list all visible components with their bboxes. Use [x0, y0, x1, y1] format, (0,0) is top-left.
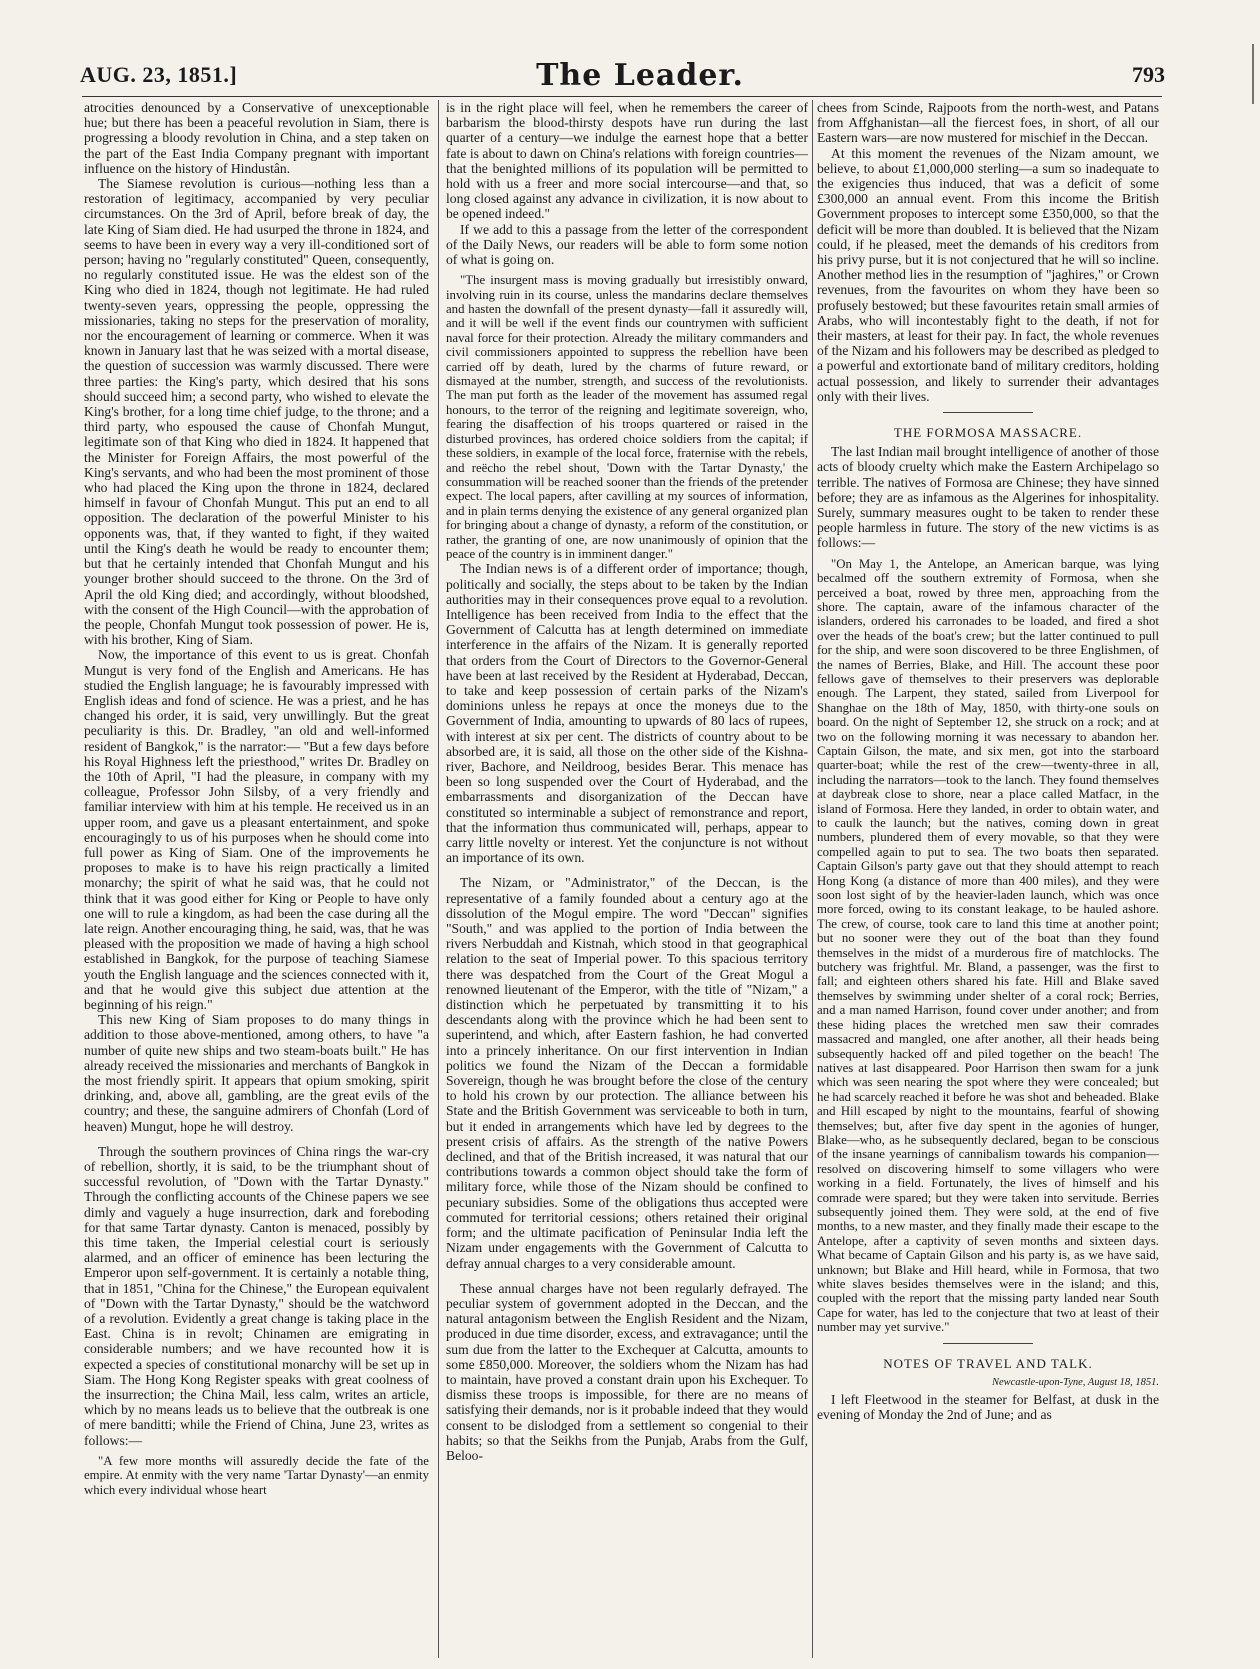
paragraph: These annual charges have not been regularly defrayed. The peculiar system of government adopted in the Deccan, and the natural antagonism between the English Resident and the Nizam, produced in due time disorder, excess, and extravagance; until the sum due from the latter to the Exchequer at Calcutta, amounts to some £850,000. Moreover, the soldiers whom the Nizam has had to maintain, have proved a constant drain upon his Exchequer. To dismiss these troops is impossible, for there are no means of satisfying their demands, nor is it probable indeed that they would consent to be dislodged from a settlement so congenial to their habits; so that the Seikhs from the Punjab, Arabs from the Gulf, Beloo-	[446, 1280, 808, 1463]
paragraph: If we add to this a passage from the letter of the correspondent of the Daily News, our readers will be able to form some notion of what is going on.	[446, 221, 808, 268]
paragraph: The Nizam, or "Administrator," of the Deccan, is the representative of a family founded about a century ago at the dissolution of the Mogul empire. The word "Deccan" signifies "South," and was applied to the portion of India between the rivers Nerbuddah and Kistnah, which stood in that geographical relation to the seat of Imperial power. To this spacious territory there was despatched from the Court of the Great Mogul a renowned lieutenant of the Emperor, with the title of "Nizam," a distinction which he perpetuated by transmitting it to his descendants along with the province which he had been sent to superintend, and which, after Eastern fashion, he had converted into a princely inheritance. On our first intervention in Indian politics we found the Nizam of the Deccan a formidable Sovereign, though he was brought before the close of the century to hold his crown by our protection. The alliance between his State and the British Government was serviceable to both in turn, but it ended in arrangements which have led by degrees to the present crisis of affairs. As the strength of the native Powers declined, and that of the British increased, it was natural that our contributions towards a common object should take the form of military force, while those of the Nizam should be confined to pecuniary subsidies. Some of the obligations thus accepted were commuted for territorial cessions; others retained their original form; and the ultimate pacification of Peninsular India left the Nizam under engagements with the Government of Calcutta to defray annual charges to a very considerable amount.	[446, 875, 808, 1271]
quotation: "On May 1, the Antelope, an American barque, was lying becalmed off the southern extremity of Formosa, when she perceived a boat, rowed by three men, approaching from the shore. The captain, aware of the infamous character of the islanders, ordered his carronades to be loaded, and fired a shot over the heads of the boat's crew; but the latter continued to pull for the ship, and were soon discovered to be three Englishmen, of the names of Berries, Blake, and Hill. The account these poor fellows gave of themselves to their preservers was deplorable enough. The Larpent, they stated, sailed from Liverpool for Shanghae on the 18th of May, 1850, with thirty-one souls on board. On the night of September 12, she struck on a rock; and at two on the following morning it was necessary to abandon her. Captain Gilson, the mate, and six men, got into the starboard quarter-boat; while the rest of the crew—twenty-three in all, including the narrators—took to the lanch. They found themselves at daybreak close to shore, near a place called Matfacr, in the island of Formosa. Here they landed, in order to obtain water, and to caulk the launch; but the natives, coming down in great numbers, plundered them of every movable, so that they were compelled again to put to sea. The two boats then separated. Captain Gilson's party gave out that they should attempt to reach Hong Kong (a distance of more than 400 miles), and they were soon lost sight of by the heavier-laden launch, which was once more forced, owing to its constant leakage, to be hauled ashore. The crew, of course, took care to land this time at another point; but no sooner were they out of the boat than they found themselves in the midst of a murderous fire of matchlocks. The butchery was frightful. Mr. Bland, a passenger, was the first to fall; and eighteen others shared his fate. Hill and Blake saved themselves by swimming under shelter of a coral rock; Berries, and a man named Harrison, found cover under another; and from these hiding places the wretched men saw their comrades massacred and mangled, one after another, all their heads being subsequently hacked off and piled together on the beach! The natives at last disappeared. Poor Harrison then swam for a junk which was seen nearing the spot where they were concealed; but he had scarcely reached it before he was shot and beheaded. Blake and Hill escaped by night to the mountains, fearful of showing themselves; but, after five day spent in the agonies of hunger, Blake—who, as he subsequently declared, began to be conscious of the insane yearnings of cannibalism towards his companion—resolved on discovering himself to some villagers who were working in a field. Fortunately, the lives of himself and his comrade were spared; but they were taken into servitude. Berries subsequently joined them. They were sold, at the end of five months, to a new master, and they finally made their escape to the Antelope, after a captivity of seven months and sixteen days. What became of Captain Gilson and his party is, as we have said, unknown; but Blake and Hill heard, while in Formosa, that two white slaves besides themselves were in the island; and this, coupled with the report that the missing party landed near South Cape for water, has led to the conjecture that two at least of their number may yet survive."	[817, 556, 1159, 1335]
section-heading: THE FORMOSA MASSACRE.	[893, 425, 1083, 441]
column-3	[817, 100, 1159, 1658]
paragraph: chees from Scinde, Rajpoots from the north-west, and Patans from Affghanistan—all the fiercest foes, in short, of all our Eastern wars—are now mustered for mischief in the Deccan.	[817, 100, 1159, 146]
header-rule	[82, 96, 1162, 97]
paragraph: Through the southern provinces of China rings the war-cry of rebellion, shortly, it is said, to be the triumphant shout of successful revolution, of "Down with the Tartar Dynasty." Through the conflicting accounts of the Chinese papers we see dimly and vaguely a huge insurrection, dark and foreboding for that same Tartar dynasty. Canton is menaced, possibly by this time taken, the Imperial celestial court is seriously alarmed, and an officer of eminence has been lecturing the Emperor upon self-government. It is certainly a notable thing, that in 1851, "China for the Chinese," the European equivalent of "Down with the Tartar Dynasty," should be the watchword of a revolution. Evidently a great change is taking place in the East. China is in revolt; Chinamen are emigrating in considerable numbers; and we have recounted how it is expected a species of constitutional monarchy will be set up in Siam. The Hong Kong Register speaks with great coolness of the insurrection; the China Mail, less calm, writes an article, which by no means leads us to believe that the outbreak is one of mere banditti; while the Friend of China, June 23, writes as follows:—	[84, 1143, 429, 1448]
column-divider-1	[438, 100, 439, 1658]
column-2	[446, 100, 808, 1658]
column-1	[84, 100, 429, 1658]
issue-date: AUG. 23, 1851.]	[80, 62, 238, 87]
paragraph: This new King of Siam proposes to do many things in addition to those above-mentioned, among others, to have "a number of quite new ships and two steam-boats built." He has already received the missionaries and merchants of Bangkok in the most friendly spirit. It appears that opium smoking, spirit drinking, and, above all, gambling, are the great evils of the country; and these, the sanguine admirers of Chonfah (Lord of heaven) Mungut, hope he will destroy.	[84, 1012, 429, 1134]
page-number: 793	[1132, 62, 1165, 87]
paragraph: I left Fleetwood in the steamer for Belfast, at dusk in the evening of Monday the 2nd of June; and as	[817, 1392, 1159, 1423]
paragraph: The last Indian mail brought intelligence of another of those acts of bloody cruelty which make the Eastern Archipelago so terrible. The natives of Formosa are Chinese; they have sinned before; they are as infamous as the Algerines for inhospitality. Surely, summary measures ought to be taken to render these people harmless in future. The story of the new victims is as follows:—	[817, 444, 1159, 551]
paragraph: is in the right place will feel, when he remembers the career of barbarism the blood-thirsty despots have run during the last quarter of a century—we indulge the earnest hope that a better fate is about to dawn on China's relations with foreign countries—that the benighted millions of its population will be permitted to hold with us a freer and more social intercourse—and that, so long closed against any advance in civilization, it is now about to be opened indeed."	[446, 100, 808, 222]
paragraph: Now, the importance of this event to us is great. Chonfah Mungut is very fond of the English and Americans. He has studied the English language; he is favourably impressed with English ideas and fond of science. He was a priest, and he has changed his order, it is said, very unwillingly. But the great peculiarity is this. Dr. Bradley, "an old and well-informed resident of Bangkok," is the narrator:— "But a few days before his Royal Highness left the priesthood," writes Dr. Bradley on the 10th of April, "I had the pleasure, in company with my colleague, Professor John Silsby, of a very friendly and familiar interview with him at his temple. He received us in an upper room, and gave us a pleasant entertainment, and spoke encouragingly to us of his purposes when he should come into full power as King of Siam. One of the improvements he proposes to make is to have his reign practically a limited monarchy; the spirit of what he said was, that he could not think that it was good either for King or People to have only one will to rule a kingdom, as had been the case during all the late reign. Another encouraging thing, he said, was, that he was pleased with the proposition we made of having a high school established in Bangkok, for the purpose of teaching Siamese youth the English language and the sciences connected with it, and that he would give this subject due attention at the beginning of his reign."	[84, 647, 429, 1012]
paragraph: At this moment the revenues of the Nizam amount, we believe, to about £1,000,000 sterling—a sum so inadequate to the exigencies thus induced, that was a deficit of some £300,000 an annual event. From this income the British Government proposes to intercept some £350,000, so that the deficit will be more than doubled. It is believed that the Nizam could, if he pleased, meet the demands of his creditors from his privy purse, but it is not conjectured that he will so incline. Another method lies in the resumption of "jaghires," or Crown revenues, from the favourites on whom they have been so profusely bestowed; but these favourites retain small armies of Arabs, who will incontestably fight to the death, if not for their masters, at least for their pay. In fact, the whole revenues of the Nizam and his followers may be described as pledged to a powerful and extortionate band of military creditors, holding actual possession, and likely to surrender their advantages only with their lives.	[817, 145, 1159, 404]
section-heading: NOTES OF TRAVEL AND TALK.	[883, 1355, 1093, 1371]
column-divider-2	[812, 100, 813, 1658]
quotation: "A few more months will assuredly decide the fate of the empire. At enmity with the very name 'Tartar Dynasty'—an enmity which every individual whose heart	[84, 1453, 429, 1497]
section-rule	[943, 412, 1033, 413]
paragraph: atrocities denounced by a Conservative of unexceptionable hue; but there has been a peaceful revolution in Siam, there is progressing a bloody revolution in China, and a step taken on the part of the East India Company pregnant with important influence on the history of Hindustân.	[84, 100, 429, 176]
paragraph: The Siamese revolution is curious—nothing less than a restoration of legitimacy, accompanied by very peculiar circumstances. On the 3rd of April, before break of day, the late King of Siam died. He had usurped the throne in 1824, and seems to have been in every way a very ill-conditioned sort of person; having no "regularly constituted" Queen, consequently, no regularly constituted issue. He was the eldest son of the King who died in 1824, though not legitimate. He had ruled twenty-seven years, oppressing the people, oppressing the missionaries, taking no steps for the preservation of morality, nor the encouragement of learning or commerce. When it was known in January last that he was seized with a mortal disease, the question of succession was warmly discussed. There were three parties: the King's party, which desired that his sons should succeed him; a second party, who wished to elevate the King's brother, for a long time chief judge, to the throne; and a third party, who espoused the cause of Chonfah Mungut, legitimate son of that King who died in 1824. It happened that the Minister for Foreign Affairs, the most powerful of the King's servants, and who had been the most prominent of those who had placed the King upon the throne in 1824, declared himself in favour of Chonfah Mungut. This put an end to all opposition. The declaration of the powerful Minister to his opponents was, that, if they wanted to fight, if they waited until the King's death he would be ready to encounter them; but that he certainly intended that Chonfah Mungut and his younger brother should succeed to the throne. On the 3rd of April the old King died; and accordingly, without bloodshed, with the consent of the High Council—with the approbation of the people, Chonfah Mungut took possession of power. He is, with his brother, King of Siam.	[84, 176, 429, 648]
paragraph: The Indian news is of a different order of importance; though, politically and socially, the steps about to be taken by the Indian authorities may in their consequences prove equal to a revolution. Intelligence has been received from India to the effect that the Government of Calcutta has at length determined on immediate interference in the affairs of the Nizam. It is generally reported that orders from the Court of Directors to the Governor-General have been at last received by the Resident at Hyderabad, Deccan, to take and keep possession of certain parks of the Nizam's dominions unless he repays at once the moneys due to the Government of India, amounting to upwards of 80 lacs of rupees, with interest at six per cent. The districts of country about to be absorbed are, it is said, all those on the other side of the Kishna-river, Bachore, and Neildroog, besides Berar. This menace has been so long suspended over the Court of Hyderabad, and the embarrassments and disorganization of the Deccan have constituted so interminable a subject of remonstrance and report, that the information thus communicated will, perhaps, appear to carry little novelty or interest. Yet the conjuncture is not without an importance of its own.	[446, 561, 808, 866]
dateline: Newcastle-upon-Tyne, August 18, 1851.	[991, 1376, 1159, 1388]
quotation: "The insurgent mass is moving gradually but irresistibly onward, involving ruin in its course, unless the mandarins declare themselves and hasten the downfall of the present dynasty—fall it assuredly will, and it will be well if the event finds our countrymen with sufficient naval force for their protection. Already the military commanders and civil commissioners appointed to suppress the rebellion have been carried off by death, lured by the charms of future reward, or dismayed at the number, strength, and success of the revolutionists. The man put forth as the leader of the movement has assumed regal honours, to the terror of the reigning and legitimate sovereign, who, fearing the disaffection of his troops quartered or raised in the disturbed provinces, has ordered choice soldiers from the capital; if these soldiers, in example of the local force, fraternise with the rebels, and reëcho the rebel shout, 'Down with the Tartar Dynasty,' the consummation will be reached sooner than the friends of the pretender expect. The local papers, after cavilling at my sources of information, and in plain terms denying the existence of any general organized plan for bringing about a change of dynasty, a reform of the constitution, or rather, the granting of one, are now unanimously of opinion that the peace of the country is in imminent danger."	[446, 273, 808, 561]
section-rule	[943, 1343, 1033, 1344]
newspaper-title: The Leader.	[536, 58, 744, 93]
margin-pen-mark	[1252, 44, 1254, 104]
masthead	[0, 58, 1260, 98]
